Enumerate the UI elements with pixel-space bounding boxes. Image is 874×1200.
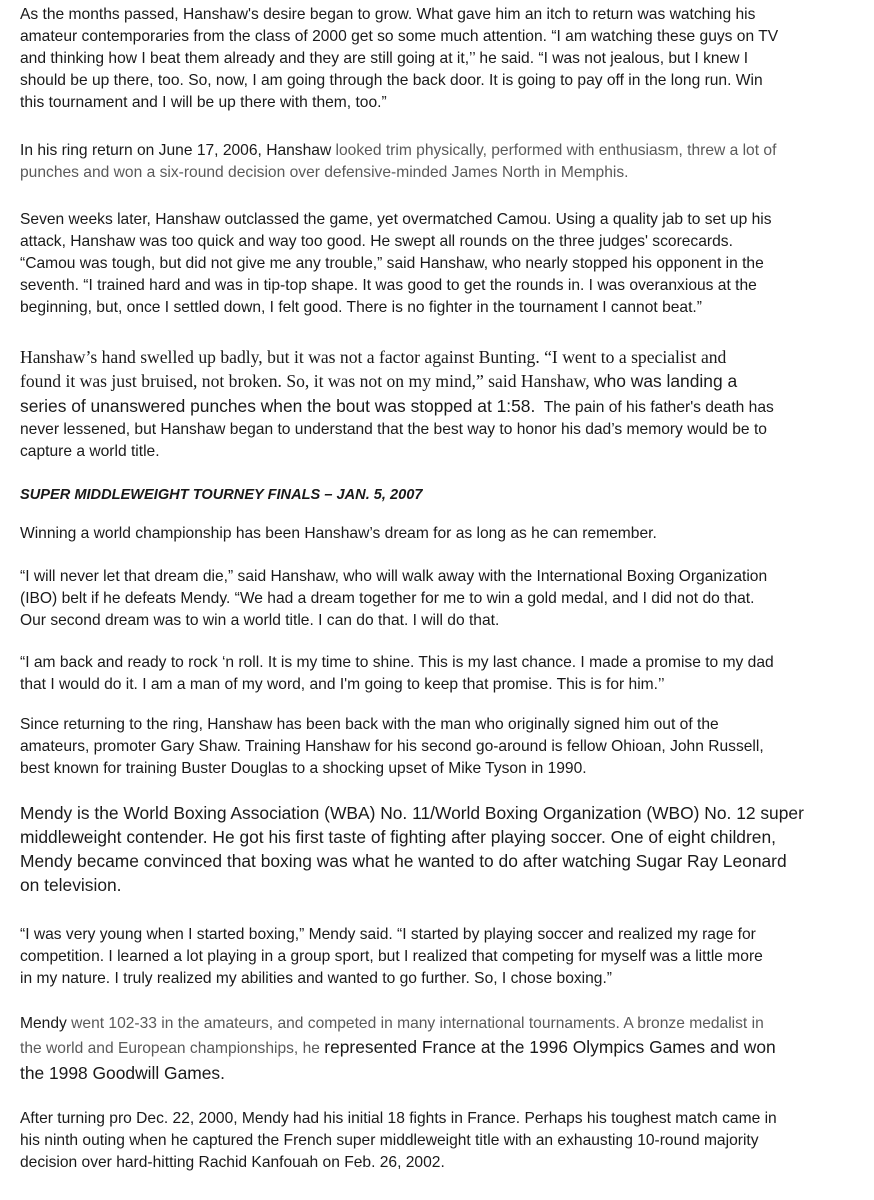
text-line: “I will never let that dream die,” said Hanshaw, who will walk away with the International Boxing Organization	[20, 568, 768, 585]
paragraph-mendy-pro	[20, 1108, 777, 1174]
paragraph-mendy-quote	[20, 924, 763, 990]
paragraph-camou-fight	[20, 209, 772, 319]
text-line: Our second dream was to win a world title. I can do that. I will do that.	[20, 612, 500, 629]
serif-text-segment: found it was just bruised, not broken. So, it was not on my mind,” said Hanshaw,	[20, 371, 595, 391]
text-line: amateurs, promoter Gary Shaw. Training Hanshaw for his second go-around is fellow Ohioan, John Russell,	[20, 738, 764, 755]
text-line: his ninth outing when he captured the French super middleweight title with an exhausting 10-round majority	[20, 1132, 759, 1149]
text-line: After turning pro Dec. 22, 2000, Mendy had his initial 18 fights in France. Perhaps his toughest match came in	[20, 1110, 777, 1127]
text-segment: The pain of his father's death has	[535, 399, 774, 416]
text-line: should be up there, too. So, now, I am going through the back door. It is going to pay off in the long run. Win	[20, 72, 763, 89]
text-line: (IBO) belt if he defeats Mendy. “We had a dream together for me to win a gold medal, and I did not do that.	[20, 590, 755, 607]
text-segment: Mendy	[20, 1015, 72, 1032]
text-line	[20, 1013, 776, 1035]
paragraph-return-desire	[20, 4, 778, 114]
section-heading: SUPER MIDDLEWEIGHT TOURNEY FINALS – JAN. 5, 2007	[20, 487, 423, 503]
text-line	[20, 1035, 776, 1061]
text-line: middleweight contender. He got his first taste of fighting after playing soccer. One of eight children,	[20, 827, 776, 847]
text-line: Mendy became convinced that boxing was what he wanted to do after watching Sugar Ray Leonard	[20, 851, 787, 871]
text-line: that I would do it. I am a man of my word, and I'm going to keep that promise. This is for him.’’	[20, 676, 665, 693]
serif-text-line: Hanshaw’s hand swelled up badly, but it was not a factor against Bunting. “I went to a specialist and	[20, 347, 727, 367]
paragraph-never-let-dream-die	[20, 566, 767, 632]
text-line: never lessened, but Hanshaw began to understand that the best way to honor his dad’s memory would be to	[20, 421, 767, 438]
quoted-text-line: punches and won a six-round decision over defensive-minded James North in Memphis.	[20, 164, 629, 181]
text-line: in my nature. I truly realized my abilities and wanted to go further. So, I chose boxing.”	[20, 970, 612, 987]
text-line: and thinking how I beat them already and they are still going at it,’’ he said. “I was not jealous, but I knew I	[20, 50, 749, 67]
paragraph-gary-shaw	[20, 714, 764, 780]
text-line: capture a world title.	[20, 443, 160, 460]
quoted-text-segment: went 102-33 in the amateurs, and competed in many international tournaments. A bronze medalist in	[71, 1015, 764, 1032]
text-line: beginning, but, once I settled down, I felt good. There is no fighter in the tournament I cannot beat.”	[20, 299, 702, 316]
paragraph-bunting-fight	[20, 346, 774, 463]
text-line: seventh. “I trained hard and was in tip-top shape. It was good to get the rounds in. I was overanxious at the	[20, 277, 757, 294]
paragraph-ring-return	[20, 140, 776, 184]
text-segment: In his ring return on June 17, 2006, Hanshaw	[20, 142, 336, 159]
text-line	[20, 394, 774, 419]
text-line: on television.	[20, 875, 122, 895]
text-line: this tournament and I will be up there with them, too.”	[20, 94, 387, 111]
text-line: best known for training Buster Douglas to a shocking upset of Mike Tyson in 1990.	[20, 760, 587, 777]
text-line: decision over hard-hitting Rachid Kanfouah on Feb. 26, 2002.	[20, 1154, 445, 1171]
text-line: Since returning to the ring, Hanshaw has been back with the man who originally signed him out of the	[20, 716, 719, 733]
text-line: As the months passed, Hanshaw's desire began to grow. What gave him an itch to return was watching his	[20, 6, 756, 23]
quoted-text-segment: looked trim physically, performed with enthusiasm, threw a lot of	[335, 142, 777, 159]
text-line: attack, Hanshaw was too quick and way too good. He swept all rounds on the three judges' scorecards.	[20, 233, 733, 250]
text-line: amateur contemporaries from the class of 2000 get so some much attention. “I am watching these guys on TV	[20, 28, 779, 45]
paragraph-rock-n-roll	[20, 652, 774, 696]
paragraph-mendy-rankings	[20, 801, 804, 897]
text-segment: series of unanswered punches when the bout was stopped at 1:58.	[20, 396, 536, 416]
text-line: “Camou was tough, but did not give me any trouble,” said Hanshaw, who nearly stopped his opponent in the	[20, 255, 764, 272]
paragraph-mendy-amateur	[20, 1013, 776, 1085]
text-line	[20, 140, 776, 162]
text-line: Winning a world championship has been Hanshaw’s dream for as long as he can remember.	[20, 525, 657, 542]
paragraph-dream	[20, 523, 657, 545]
text-line: competition. I learned a lot playing in a group sport, but I realized that competing for myself was a little more	[20, 948, 763, 965]
text-line: “I am back and ready to rock ‘n roll. It is my time to shine. This is my last chance. I made a promise to my dad	[20, 654, 774, 671]
text-line: Mendy is the World Boxing Association (WBA) No. 11/World Boxing Organization (WBO) No. 12 super	[20, 803, 804, 823]
text-segment: represented France at the 1996 Olympics Games and won	[324, 1037, 776, 1057]
text-line: Seven weeks later, Hanshaw outclassed the game, yet overmatched Camou. Using a quality jab to set up his	[20, 211, 772, 228]
text-line: “I was very young when I started boxing,” Mendy said. “I started by playing soccer and realized my rage for	[20, 926, 756, 943]
text-segment: who was landing a	[594, 371, 738, 391]
text-line: the 1998 Goodwill Games.	[20, 1063, 225, 1083]
text-line	[20, 369, 774, 394]
quoted-text-segment: the world and European championships, he	[20, 1040, 325, 1057]
